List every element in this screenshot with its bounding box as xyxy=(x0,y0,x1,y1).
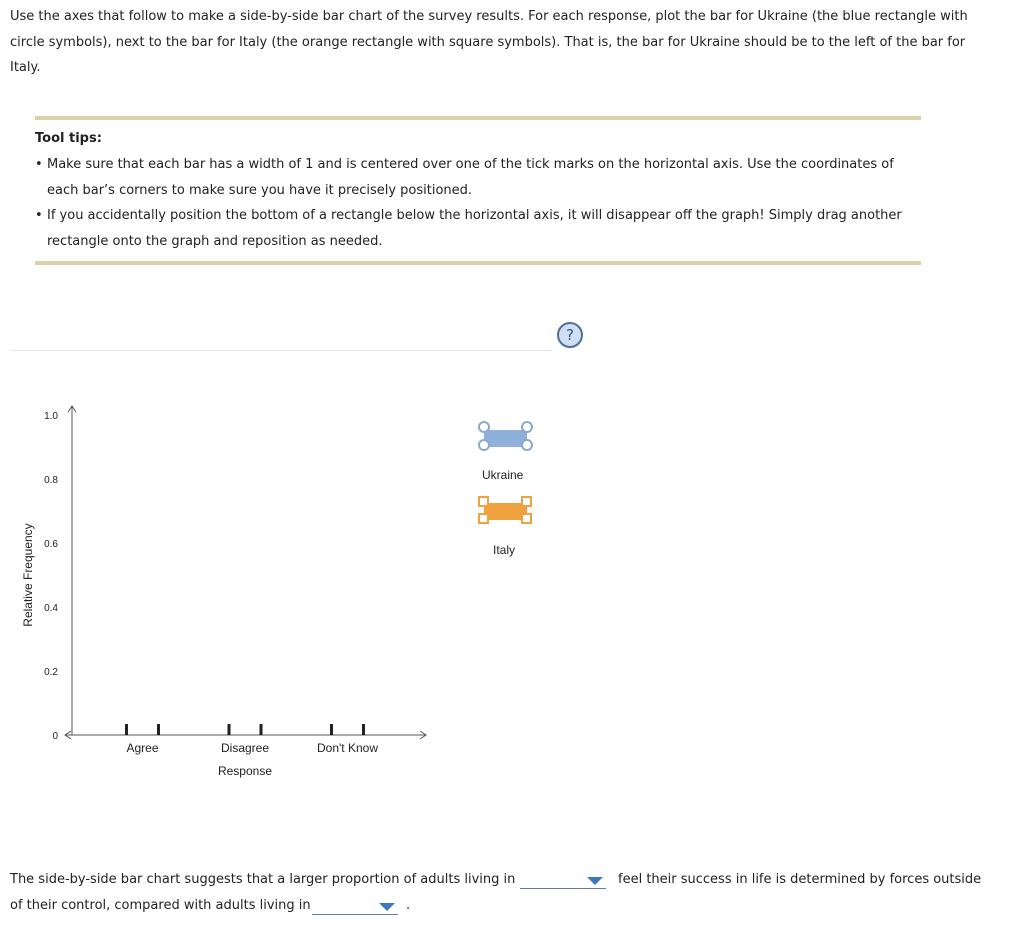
chevron-down-icon xyxy=(587,877,603,885)
x-category-label: Disagree xyxy=(220,741,270,755)
tool-tips-bottom-rule xyxy=(35,261,921,265)
x-category-label: Agree xyxy=(126,741,159,755)
circle-handle-icon xyxy=(522,440,532,450)
tool-tip-item: • If you accidentally position the bottom of a rectangle below the horizontal axis, it will disappear off the graph! Simply drag another rectangle onto the graph and reposition as needed. xyxy=(35,208,902,249)
x-axis-label: Response xyxy=(217,764,273,778)
x-category-labels xyxy=(126,741,378,755)
question-text-part4: . xyxy=(406,898,411,913)
square-handle-icon xyxy=(522,514,531,523)
circle-handle-icon xyxy=(479,440,489,450)
country-dropdown-1[interactable] xyxy=(520,870,606,889)
tool-tips-list xyxy=(35,152,915,254)
y-tick-label: 1.0 xyxy=(44,411,58,422)
italy-palette-label: Italy xyxy=(493,543,516,557)
question-text-part1: The side-by-side bar chart suggests that a larger proportion of adults living in xyxy=(10,872,516,887)
y-axis-label: Relative Frequency xyxy=(21,523,35,627)
circle-handle-icon xyxy=(479,422,489,432)
square-handle-icon xyxy=(479,497,488,506)
x-category-label: Don't Know xyxy=(317,741,378,755)
question-circle-icon[interactable]: ? xyxy=(557,322,583,348)
question-text-part3: of their control, compared with adults living in xyxy=(10,898,311,913)
chart-axes xyxy=(65,406,426,739)
y-tick-label: 0.6 xyxy=(44,539,58,550)
graph-top-divider xyxy=(10,350,552,351)
x-tick-marks xyxy=(127,724,364,735)
italy-bar-tool xyxy=(484,503,527,520)
y-tick-label: 0.2 xyxy=(44,667,58,678)
y-tick-label: 0.4 xyxy=(44,603,58,614)
ukraine-bar-tool xyxy=(484,430,527,447)
circle-handle-icon xyxy=(522,422,532,432)
square-handle-icon xyxy=(479,514,488,523)
tool-tip-item: • Make sure that each bar has a width of 1 and is centered over one of the tick marks on the horizontal axis. Use the coordinates of each bar’s corners to make sure you have it precisely positioned. xyxy=(35,157,894,198)
country-dropdown-2[interactable] xyxy=(312,896,398,915)
bar-chart-graph[interactable] xyxy=(0,390,620,790)
chevron-down-icon xyxy=(379,903,395,911)
y-tick-labels xyxy=(44,411,58,742)
y-tick-label: 0 xyxy=(52,731,58,742)
square-handle-icon xyxy=(522,497,531,506)
tool-tips-top-rule xyxy=(35,116,921,120)
ukraine-palette-label: Ukraine xyxy=(482,468,524,482)
instructions-text: Use the axes that follow to make a side-by-side bar chart of the survey results. For each response, plot the bar for Ukraine (the blue rectangle with circle symbols), next to the bar for Italy (the orange rectangle with square symbols). That is, the bar for Ukraine should be to the left of the bar for Italy. xyxy=(10,9,968,75)
tool-tips-title: Tool tips: xyxy=(35,131,102,146)
y-tick-label: 0.8 xyxy=(44,475,58,486)
question-text-part2: feel their success in life is determined by forces outside xyxy=(618,872,982,887)
